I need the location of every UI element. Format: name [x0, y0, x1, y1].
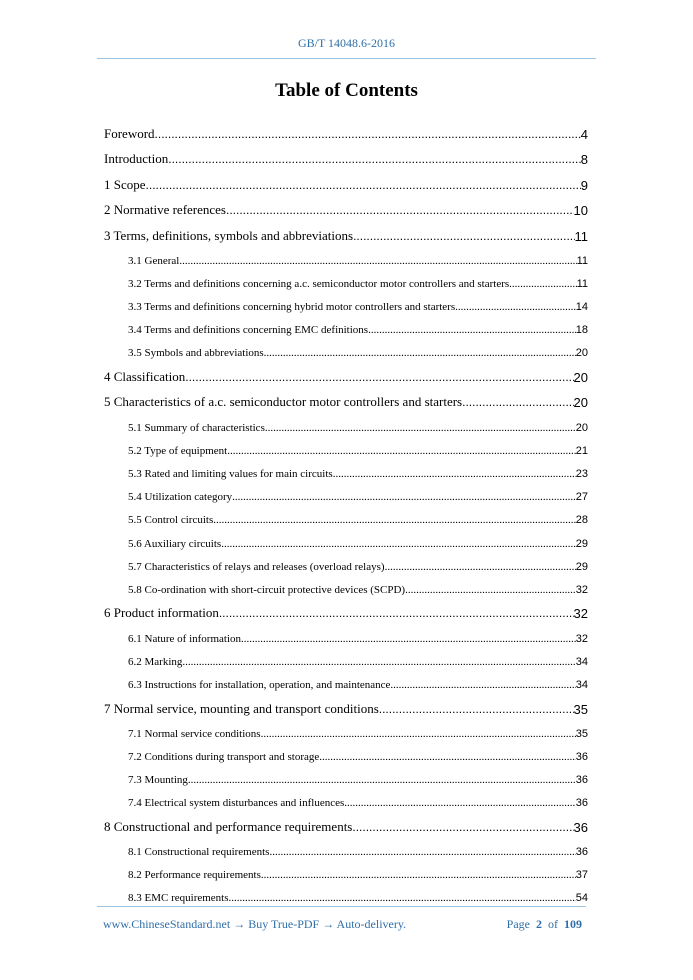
toc-entry[interactable] [104, 717, 588, 740]
toc-dot-leader [221, 538, 576, 550]
total-pages-number: 109 [564, 917, 582, 931]
toc-dot-leader [229, 892, 576, 904]
toc-entry-page-number: 32 [575, 632, 588, 645]
toc-entry-label: 5 Characteristics of a.c. semiconductor motor controllers and starters [104, 394, 463, 410]
toc-entry-label: 5.4 Utilization category [128, 491, 233, 504]
toc-entry-page-number: 36 [575, 750, 588, 763]
toc-entry-page-number: 20 [573, 395, 588, 411]
toc-entry-page-number: 14 [575, 301, 588, 314]
toc-entry-page-number: 8 [580, 152, 588, 167]
toc-dot-leader [353, 228, 574, 244]
toc-entry-label: 5.7 Characteristics of relays and releases (overload relays) [128, 560, 385, 573]
toc-entry[interactable] [104, 267, 588, 290]
toc-dot-leader [319, 751, 575, 763]
toc-entry-page-number: 54 [575, 892, 588, 905]
toc-dot-leader [385, 561, 576, 573]
toc-dot-leader [261, 869, 576, 881]
toc-dot-leader [344, 797, 575, 809]
toc-entry-page-number: 21 [575, 444, 588, 457]
toc-entry-label: 6 Product information [104, 605, 219, 621]
toc-entry-label: 5.5 Control circuits [128, 514, 214, 527]
toc-dot-leader [265, 422, 576, 434]
toc-entry-page-number: 20 [575, 421, 588, 434]
toc-entry-page-number: 35 [573, 701, 588, 717]
toc-entry-label: 6.1 Nature of information [128, 632, 242, 645]
toc-entry-label: 8.1 Constructional requirements [128, 845, 270, 858]
toc-entry[interactable] [104, 573, 588, 596]
toc-entry-label: 3.4 Terms and definitions concerning EMC definitions [128, 324, 369, 337]
toc-entry[interactable] [104, 385, 588, 411]
toc-entry-page-number: 34 [575, 679, 588, 691]
toc-dot-leader [368, 324, 576, 336]
toc-entry-label: 8 Constructional and performance requirements [104, 818, 353, 834]
toc-entry[interactable] [104, 881, 588, 904]
toc-entry[interactable] [104, 550, 588, 573]
toc-entry-page-number: 29 [575, 537, 588, 550]
toc-entry-label: 5.8 Co-ordination with short-circuit protective devices (SCPD) [128, 583, 406, 596]
page-of-label: of [548, 917, 558, 931]
toc-dot-leader [168, 151, 581, 167]
toc-entry[interactable] [104, 668, 588, 691]
toc-entry-label: 5.3 Rated and limiting values for main circuits [128, 468, 333, 480]
toc-dot-leader [261, 728, 576, 740]
toc-entry-page-number: 18 [575, 324, 588, 337]
toc-entry-label: Foreword [104, 125, 155, 141]
toc-dot-leader [241, 633, 576, 645]
toc-entry-label: 5.1 Summary of characteristics [128, 421, 265, 434]
toc-entry[interactable] [104, 691, 588, 717]
document-header: GB/T 14048.6-2016 [297, 36, 396, 50]
toc-dot-leader [509, 278, 576, 290]
toc-entry-label: 6.3 Instructions for installation, operation, and maintenance [128, 679, 391, 691]
toc-entry[interactable] [104, 809, 588, 835]
toc-entry-page-number: 36 [573, 819, 588, 835]
toc-entry[interactable] [104, 457, 588, 480]
toc-entry[interactable] [104, 244, 588, 267]
toc-entry[interactable] [104, 193, 588, 219]
page-indicator [507, 917, 582, 932]
toc-entry[interactable] [104, 763, 588, 786]
toc-entry-page-number: 32 [573, 606, 588, 622]
toc-entry[interactable] [104, 596, 588, 622]
toc-dot-leader [462, 394, 573, 410]
toc-entry[interactable] [104, 218, 588, 244]
toc-entry-page-number: 32 [575, 583, 588, 596]
footer-divider [97, 906, 586, 907]
page-title: Table of Contents [275, 80, 418, 101]
toc-entry-page-number: 10 [573, 203, 588, 218]
toc-entry-page-number: 36 [575, 845, 588, 858]
toc-dot-leader [390, 679, 575, 691]
toc-entry-page-number: 37 [575, 869, 588, 882]
toc-entry-label: 7.4 Electrical system disturbances and influences [128, 797, 345, 810]
toc-dot-leader [352, 819, 573, 835]
toc-entry-label: 2 Normative references [104, 202, 226, 217]
toc-entry-label: 7.1 Normal service conditions [128, 727, 261, 740]
toc-dot-leader [232, 491, 576, 503]
toc-entry[interactable] [104, 480, 588, 503]
toc-entry-label: 6.2 Marking [128, 655, 183, 668]
toc-entry[interactable] [104, 313, 588, 336]
toc-entry[interactable] [104, 410, 588, 433]
toc-entry-page-number: 4 [580, 126, 588, 142]
toc-entry[interactable] [104, 858, 588, 881]
table-of-contents [104, 116, 588, 904]
toc-dot-leader [226, 202, 574, 218]
header-divider [97, 58, 596, 59]
toc-entry[interactable] [104, 167, 588, 193]
toc-entry-label: 5.2 Type of equipment [128, 444, 228, 457]
toc-entry-label: 8.2 Performance requirements [128, 869, 261, 882]
toc-entry[interactable] [104, 116, 588, 142]
toc-dot-leader [185, 369, 573, 385]
toc-entry[interactable] [104, 740, 588, 763]
toc-entry[interactable] [104, 645, 588, 668]
toc-entry-label: 3.2 Terms and definitions concerning a.c. semiconductor motor controllers and starters [128, 277, 510, 290]
toc-entry-label: Introduction [104, 151, 169, 166]
toc-entry-label: 3.5 Symbols and abbreviations [128, 347, 264, 360]
toc-entry-label: 3 Terms, definitions, symbols and abbreviations [104, 227, 354, 243]
toc-entry-label: 7 Normal service, mounting and transport conditions [104, 700, 379, 716]
toc-dot-leader [379, 701, 574, 717]
toc-entry-page-number: 35 [575, 727, 588, 740]
toc-dot-leader [269, 846, 575, 858]
toc-entry[interactable] [104, 786, 588, 809]
toc-dot-leader [455, 301, 576, 313]
toc-entry-label: 3.3 Terms and definitions concerning hybrid motor controllers and starters [128, 301, 456, 314]
toc-entry-page-number: 27 [575, 491, 588, 504]
toc-entry-page-number: 36 [575, 774, 588, 787]
toc-entry-page-number: 20 [573, 369, 588, 385]
toc-entry-page-number: 23 [575, 468, 588, 480]
toc-entry-page-number: 9 [580, 177, 588, 193]
page-prefix: Page [506, 917, 530, 931]
toc-entry-page-number: 34 [575, 655, 588, 668]
toc-entry-page-number: 28 [575, 514, 588, 527]
toc-dot-leader [213, 514, 576, 526]
toc-entry-label: 4 Classification [104, 368, 186, 384]
toc-dot-leader [333, 468, 576, 480]
toc-dot-leader [146, 177, 581, 193]
toc-dot-leader [405, 584, 576, 596]
toc-dot-leader [227, 445, 576, 457]
toc-entry[interactable] [104, 621, 588, 644]
toc-dot-leader [188, 774, 576, 786]
toc-entry[interactable] [104, 503, 588, 526]
toc-entry-page-number: 11 [576, 254, 588, 267]
toc-entry[interactable] [104, 835, 588, 858]
toc-entry-page-number: 11 [574, 228, 588, 244]
toc-dot-leader [155, 126, 581, 142]
toc-entry-page-number: 11 [576, 277, 588, 290]
toc-dot-leader [182, 656, 575, 668]
toc-entry-label: 7.2 Conditions during transport and storage [128, 750, 320, 763]
toc-entry-label: 5.6 Auxiliary circuits [128, 537, 222, 550]
toc-entry[interactable] [104, 290, 588, 313]
toc-entry-label: 3.1 General [128, 254, 180, 267]
footer-website-link[interactable]: www.ChineseStandard.net → Buy True-PDF → Auto-delivery. [103, 917, 407, 931]
toc-entry[interactable] [104, 526, 588, 549]
toc-entry[interactable] [104, 336, 588, 359]
toc-entry-label: 7.3 Mounting [128, 774, 188, 787]
toc-entry[interactable] [104, 142, 588, 168]
toc-entry[interactable] [104, 434, 588, 457]
toc-entry-page-number: 36 [575, 797, 588, 810]
current-page-number: 2 [536, 917, 542, 931]
toc-dot-leader [219, 605, 574, 621]
toc-entry-label: 8.3 EMC requirements [128, 892, 229, 905]
toc-dot-leader [264, 347, 576, 359]
toc-entry-page-number: 29 [575, 560, 588, 573]
toc-entry-page-number: 20 [575, 347, 588, 360]
toc-entry[interactable] [104, 359, 588, 385]
toc-dot-leader [179, 255, 576, 267]
toc-entry-label: 1 Scope [104, 176, 146, 192]
